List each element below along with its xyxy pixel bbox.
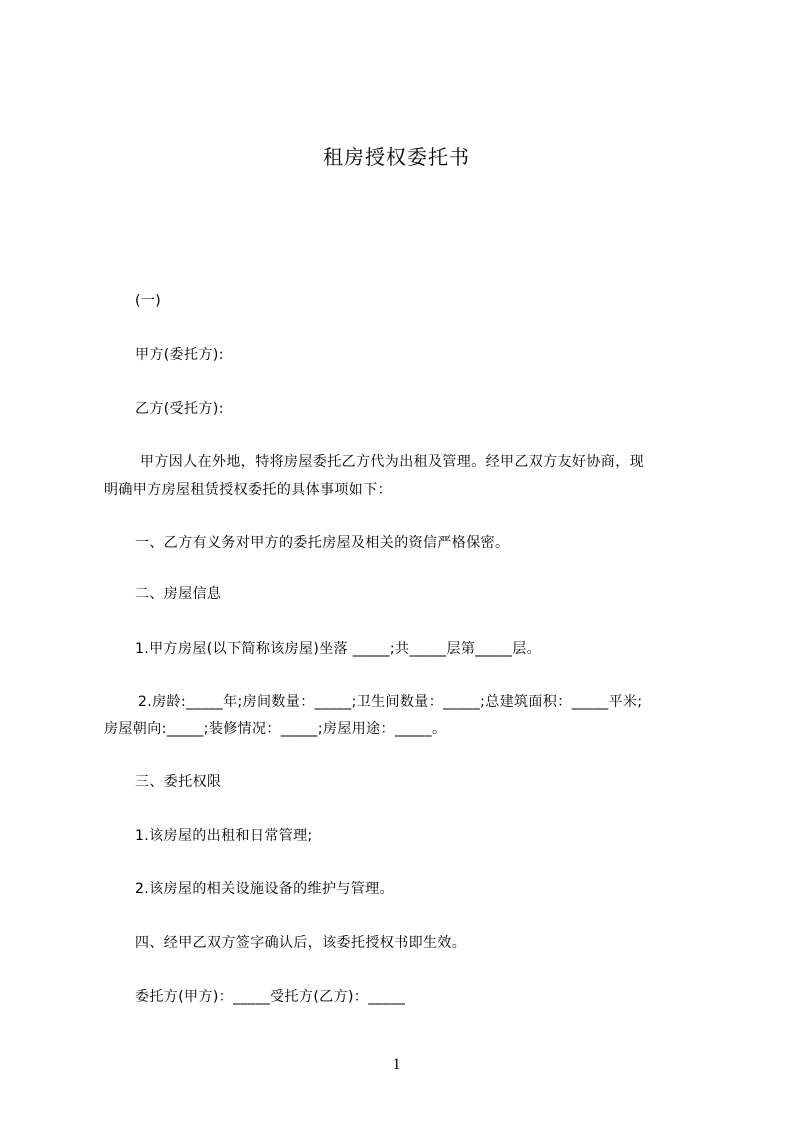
signature-line: 委托方(甲方)：_____受托方(乙方)：_____ xyxy=(135,989,406,1005)
document-title: 租房授权委托书 xyxy=(323,145,470,169)
house-details-line2: 房屋朝向:_____;装修情况：_____;房屋用途：_____。 xyxy=(104,721,447,737)
authority-item-1: 1.该房屋的出租和日常管理; xyxy=(135,828,313,844)
clause-1: 一、乙方有义务对甲方的委托房屋及相关的资信严格保密。 xyxy=(135,535,510,551)
clause-4: 四、经甲乙双方签字确认后，该委托授权书即生效。 xyxy=(135,935,467,951)
page-number: 1 xyxy=(392,1056,401,1073)
clause-3-heading: 三、委托权限 xyxy=(135,774,222,790)
clause-2-heading: 二、房屋信息 xyxy=(135,586,222,602)
house-location-line: 1.甲方房屋(以下简称该房屋)坐落 _____;共_____层第_____层。 xyxy=(135,641,542,657)
party-a-label: 甲方(委托方): xyxy=(135,347,224,363)
party-b-label: 乙方(受托方): xyxy=(135,401,224,417)
house-details-line1: 2.房龄:_____年;房间数量：_____;卫生间数量：_____;总建筑面积：_____平米; xyxy=(138,694,643,710)
authority-item-2: 2.该房屋的相关设施设备的维护与管理。 xyxy=(135,881,394,897)
section-label: (一) xyxy=(135,293,162,309)
intro-paragraph-line2: 明确甲方房屋租赁授权委托的具体事项如下： xyxy=(104,482,392,498)
intro-paragraph-line1: 甲方因人在外地，特将房屋委托乙方代为出租及管理。经甲乙双方友好协商，现 xyxy=(140,454,644,470)
